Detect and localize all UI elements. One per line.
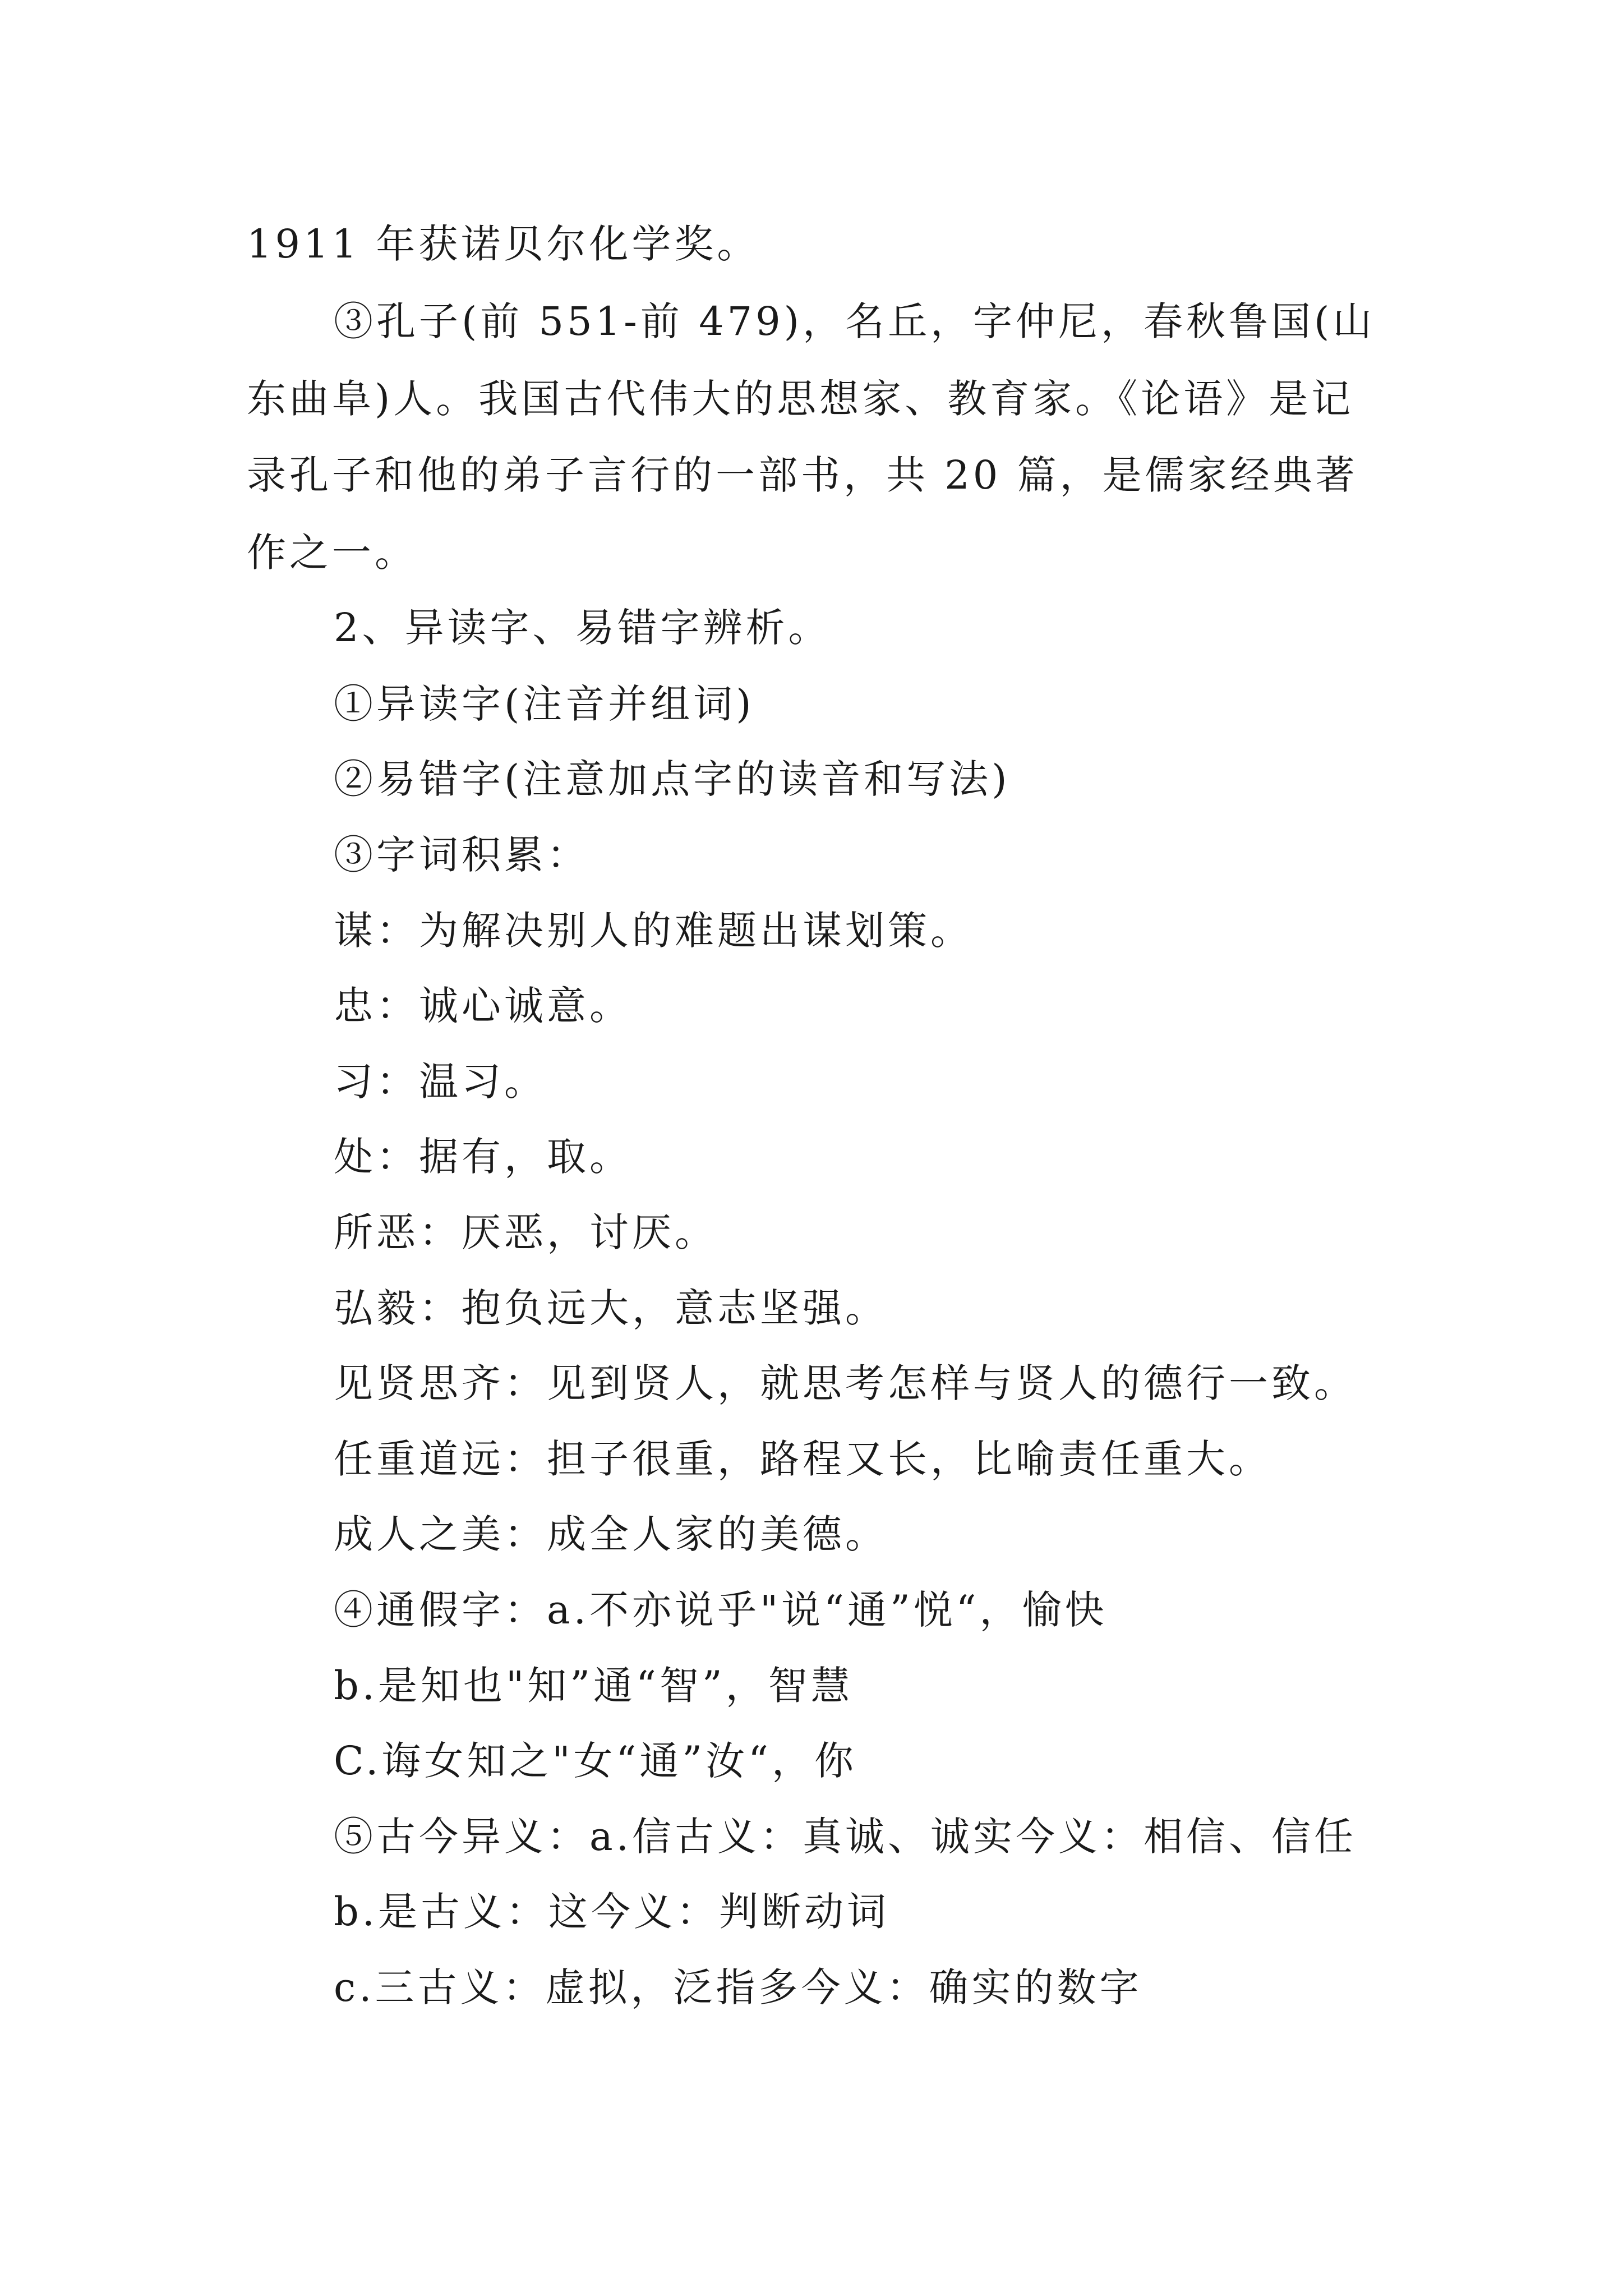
list-item: 处：据有，取。	[334, 1134, 632, 1180]
list-item: 习：温习。	[334, 1059, 547, 1105]
list-item: ⑤古今异义：a.信古义：真诚、诚实今义：相信、信任	[334, 1814, 1357, 1860]
list-item: ①异读字(注音并组词)	[334, 681, 755, 727]
list-item: ②易错字(注意加点字的读音和写法)	[334, 756, 1011, 802]
list-item: b.是古义：这今义：判断动词	[334, 1889, 890, 1935]
list-item: 忠：诚心诚意。	[334, 983, 632, 1029]
list-item: c.三古义：虚拟，泛指多今义：确实的数字	[334, 1964, 1142, 2010]
section-heading: 2、异读字、易错字辨析。	[334, 605, 831, 651]
list-item: 弘毅：抱负远大，意志坚强。	[334, 1285, 888, 1331]
list-item: ③字词积累：	[334, 832, 589, 878]
list-item: 所恶：厌恶，讨厌。	[334, 1209, 717, 1255]
list-item: C.诲女知之"女“通”汝“，你	[334, 1738, 857, 1784]
paragraph-2-line-3: 录孔子和他的弟子言行的一部书，共 20 篇，是儒家经典著	[247, 452, 1358, 498]
paragraph-1-line-1: 1911 年获诺贝尔化学奖。	[247, 221, 760, 267]
paragraph-2-line-1: ③孔子(前 551-前 479)，名丘，字仲尼，春秋鲁国(山	[334, 298, 1376, 344]
list-item: ④通假字：a.不亦说乎"说“通”悦“，愉快	[334, 1587, 1108, 1633]
paragraph-2-line-4: 作之一。	[247, 530, 417, 576]
list-item: b.是知也"知”通“智”，智慧	[334, 1663, 854, 1709]
list-item: 成人之美：成全人家的美德。	[334, 1511, 888, 1557]
paragraph-2-line-2: 东曲阜)人。我国古代伟大的思想家、教育家。《论语》是记	[247, 376, 1354, 422]
list-item: 谋：为解决别人的难题出谋划策。	[334, 908, 973, 954]
list-item: 任重道远：担子很重，路程又长，比喻责任重大。	[334, 1436, 1271, 1482]
list-item: 见贤思齐：见到贤人，就思考怎样与贤人的德行一致。	[334, 1360, 1357, 1406]
